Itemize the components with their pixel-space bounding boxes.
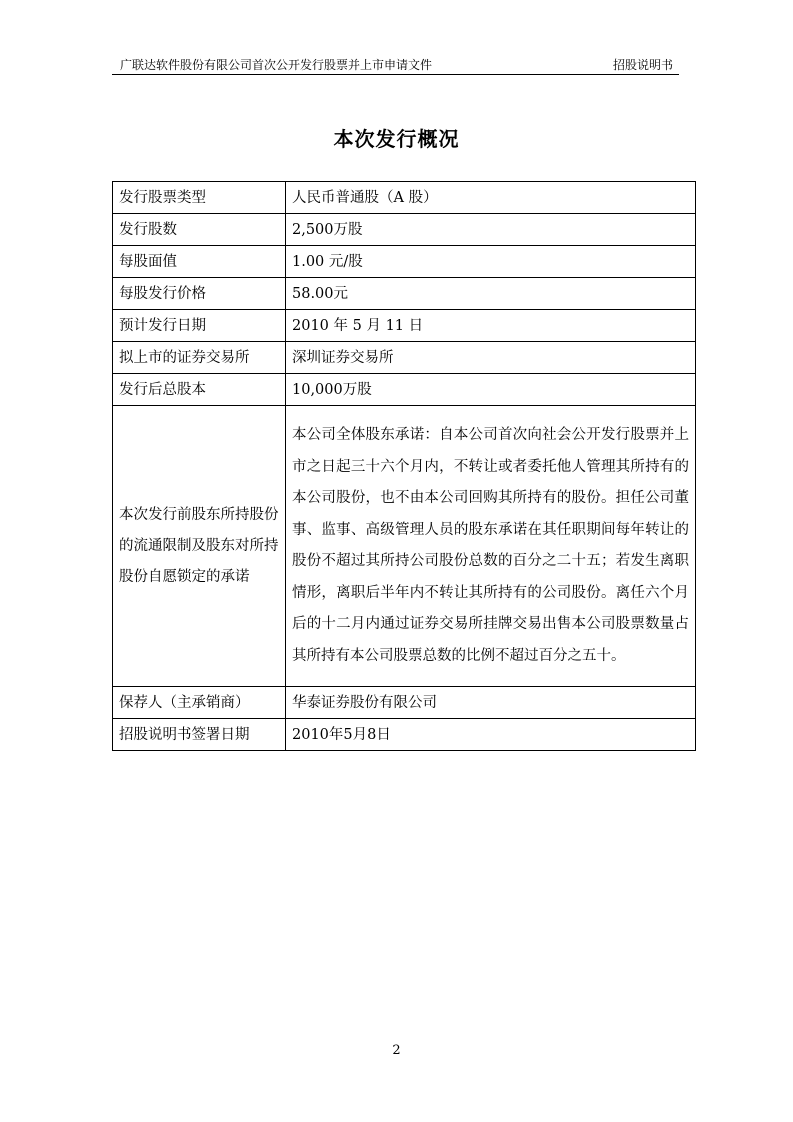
- row-label: 本次发行前股东所持股份的流通限制及股东对所持股份自愿锁定的承诺: [113, 406, 286, 687]
- page-title: 本次发行概况: [333, 127, 460, 151]
- offering-summary-table: [112, 181, 696, 751]
- table-row: [113, 342, 696, 374]
- header-divider: [112, 74, 679, 75]
- page-number: 2: [392, 1043, 401, 1058]
- row-value: 本公司全体股东承诺：自本公司首次向社会公开发行股票并上市之日起三十六个月内，不转让或者委托他人管理其所持有的本公司股份，也不由本公司回购其所持有的股份。担任公司董事、监事、高级管理人员的股东承诺在其任职期间每年转让的股份不超过其所持公司股份总数的百分之二十五；若发生离职情形，离职后半年内不转让其所持有的公司股份。离任六个月后的十二月内通过证券交易所挂牌交易出售本公司股票数量占其所持有本公司股票总数的比例不超过百分之五十。: [286, 406, 696, 687]
- row-label: 招股说明书签署日期: [113, 719, 286, 751]
- row-label: 预计发行日期: [113, 310, 286, 342]
- row-label: 拟上市的证券交易所: [113, 342, 286, 374]
- row-value: 2010 年 5 月 11 日: [286, 310, 696, 342]
- row-label: 发行股数: [113, 214, 286, 246]
- table-row: [113, 310, 696, 342]
- row-label: 发行后总股本: [113, 374, 286, 406]
- table-row: [113, 406, 696, 687]
- row-label: 每股面值: [113, 246, 286, 278]
- table-row: [113, 374, 696, 406]
- table-row: [113, 687, 696, 719]
- row-value: 华泰证券股份有限公司: [286, 687, 696, 719]
- row-value: 58.00元: [286, 278, 696, 310]
- row-label: 每股发行价格: [113, 278, 286, 310]
- row-label: 发行股票类型: [113, 182, 286, 214]
- row-value: 2010年5月8日: [286, 719, 696, 751]
- table-row: [113, 214, 696, 246]
- row-label: 保荐人（主承销商）: [113, 687, 286, 719]
- table-row: [113, 719, 696, 751]
- table-row: [113, 246, 696, 278]
- page-header: [112, 56, 679, 74]
- row-value: 1.00 元/股: [286, 246, 696, 278]
- header-document-title: 广联达软件股份有限公司首次公开发行股票并上市申请文件: [120, 58, 433, 72]
- table-row: [113, 182, 696, 214]
- row-value: 深圳证券交易所: [286, 342, 696, 374]
- table-row: [113, 278, 696, 310]
- row-value: 2,500万股: [286, 214, 696, 246]
- row-value: 10,000万股: [286, 374, 696, 406]
- row-value: 人民币普通股（A 股）: [286, 182, 696, 214]
- header-section-title: 招股说明书: [612, 58, 673, 72]
